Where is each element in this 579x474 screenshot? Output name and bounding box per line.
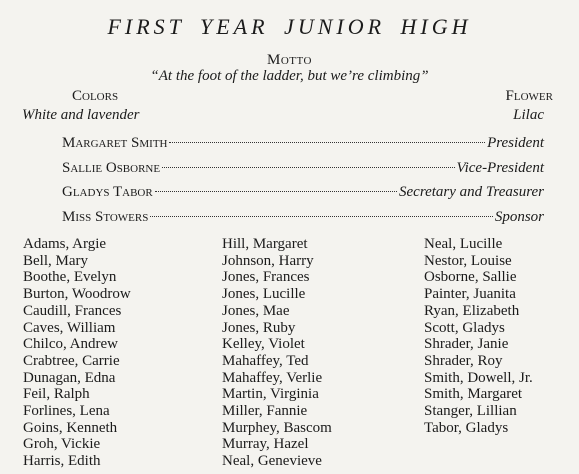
list-item: Caves, William: [23, 319, 116, 336]
officer-name: Gladys Tabor: [62, 184, 153, 200]
list-item: Hill, Margaret: [222, 236, 308, 252]
list-item: Miller, Fannie: [222, 403, 308, 420]
officer-row: [62, 209, 544, 234]
dot-leader: [162, 167, 454, 168]
list-item: Chilco, Andrew: [23, 336, 118, 353]
list-item: Bell, Mary: [23, 252, 88, 269]
list-item: Caudill, Frances: [23, 302, 122, 319]
list-item: Stanger, Lillian: [424, 403, 517, 420]
list-item: Scott, Gladys: [424, 319, 505, 336]
list-item: Ryan, Elizabeth: [424, 302, 520, 319]
list-item: Groh, Vickie: [23, 436, 101, 453]
officer-role: President: [487, 135, 544, 151]
list-item: Martin, Virginia: [222, 386, 319, 403]
officer-role: Secretary and Treasurer: [399, 184, 544, 200]
list-item: Murphey, Bascom: [222, 419, 332, 436]
list-item: Smith, Margaret: [424, 386, 523, 403]
officer-role: Sponsor: [494, 208, 544, 225]
list-item: Goins, Kenneth: [23, 419, 118, 436]
list-item: Smith, Dowell, Jr.: [424, 369, 533, 386]
list-item: Osborne, Sallie: [424, 269, 517, 286]
officer-role: Vice-President: [456, 159, 544, 176]
roster-column-1: [23, 236, 131, 470]
list-item: Neal, Lucille: [424, 236, 503, 252]
list-item: Jones, Lucille: [222, 286, 306, 303]
list-item: Kelley, Violet: [222, 336, 305, 353]
list-item: Painter, Juanita: [424, 286, 516, 303]
list-item: Burton, Woodrow: [23, 286, 131, 303]
dot-leader: [155, 191, 397, 192]
list-item: Mahaffey, Ted: [222, 352, 309, 369]
page-title: FIRST YEAR JUNIOR HIGH: [107, 14, 472, 39]
officer-name: Sallie Osborne: [62, 159, 161, 176]
list-item: Neal, Genevieve: [222, 453, 322, 470]
dot-leader: [169, 142, 485, 143]
list-item: Jones, Ruby: [222, 319, 296, 336]
officers-list: [62, 135, 544, 233]
list-item: Nestor, Louise: [424, 252, 512, 269]
list-item: Shrader, Roy: [424, 352, 503, 369]
motto-text: “At the foot of the ladder, but we’re climbing”: [150, 68, 429, 84]
officer-row: [62, 135, 544, 160]
list-item: Johnson, Harry: [222, 252, 314, 269]
list-item: Murray, Hazel: [222, 436, 309, 453]
officer-row: [62, 160, 544, 185]
officer-name: Margaret Smith: [62, 135, 168, 151]
list-item: Forlines, Lena: [23, 403, 110, 420]
roster-column-2: [222, 236, 332, 470]
list-item: Boothe, Evelyn: [23, 269, 117, 286]
list-item: Feil, Ralph: [23, 386, 90, 403]
dot-leader: [150, 216, 492, 217]
list-item: Crabtree, Carrie: [23, 352, 120, 369]
list-item: Tabor, Gladys: [424, 419, 509, 436]
list-item: Adams, Argie: [23, 236, 107, 252]
list-item: Shrader, Janie: [424, 336, 509, 353]
flower-heading: Flower: [505, 88, 553, 104]
motto-heading: Motto: [267, 52, 312, 68]
officer-row: [62, 184, 544, 209]
list-item: Dunagan, Edna: [23, 369, 116, 386]
roster-column-3: [424, 236, 533, 436]
colors-value: White and lavender: [22, 107, 140, 123]
flower-value: Lilac: [513, 107, 544, 123]
list-item: Jones, Frances: [222, 269, 310, 286]
list-item: Mahaffey, Verlie: [222, 369, 323, 386]
officer-name: Miss Stowers: [62, 208, 149, 225]
colors-heading: Colors: [72, 88, 119, 104]
list-item: Harris, Edith: [23, 453, 101, 470]
list-item: Jones, Mae: [222, 302, 290, 319]
